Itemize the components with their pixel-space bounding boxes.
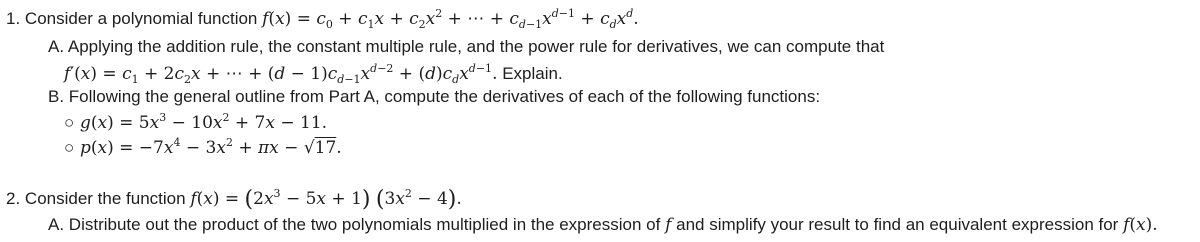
problem-1-part-a [48,36,884,58]
function-g: $g(x) = 5x^3 - 10x^2 + 7x - 11$. [80,111,328,133]
p2-part-a-label: A. [48,215,65,234]
p2-part-a-text-before: Distribute out the product of the two polynomials multiplied in the expression of [68,215,661,234]
problem-1-intro: Consider a polynomial function [24,9,258,28]
part-a-label: A. [48,37,65,56]
bullet-icon: ○ [64,113,75,132]
problem-1-derivative-formula [64,63,563,85]
p2-part-a-text-middle: and simplify your result to find an equivalent expression for [676,215,1119,234]
problem-1-part-b [48,86,820,108]
derivative-formula: $f'(x) = c_1 + 2c_2x$ + ⋯ + $(d - 1)c_{d-1}x^{d-2} + (d)c_dx^{d-1}$. [64,62,498,86]
problem-2-statement [6,188,462,211]
part-b-text: Following the general outline from Part A, compute the derivatives of each of the following functions: [68,87,821,106]
problem-2-part-a [48,214,1158,236]
problem-1-function: $f(x) = c_0 + c_1x + c_2x^2$ + ⋯ + $c_{d-1}x^{d-1} + c_dx^d$. [262,7,639,31]
problem-1-number: 1. [6,9,21,28]
problem-2-function: $f(x) = (2x^3 - 5x + 1) (3x^2 - 4)$. [190,187,462,212]
function-fx: f(x). [1123,215,1158,235]
part-a-text: Applying the addition rule, the constant multiple rule, and the power rule for derivatives, we can compute that [67,37,885,56]
bullet-icon: ○ [64,138,75,157]
part-a-tail: Explain. [502,64,563,83]
problem-1-statement [6,8,639,30]
list-item [64,137,342,159]
part-b-label: B. [48,87,65,106]
function-f-symbol: f [665,215,672,235]
problem-2-number: 2. [6,189,21,208]
function-p: $p(x) = -7x^4 - 3x^2 + \pi x - √17$. [80,136,342,158]
list-item [64,112,327,134]
problem-2-intro: Consider the function [24,189,186,208]
